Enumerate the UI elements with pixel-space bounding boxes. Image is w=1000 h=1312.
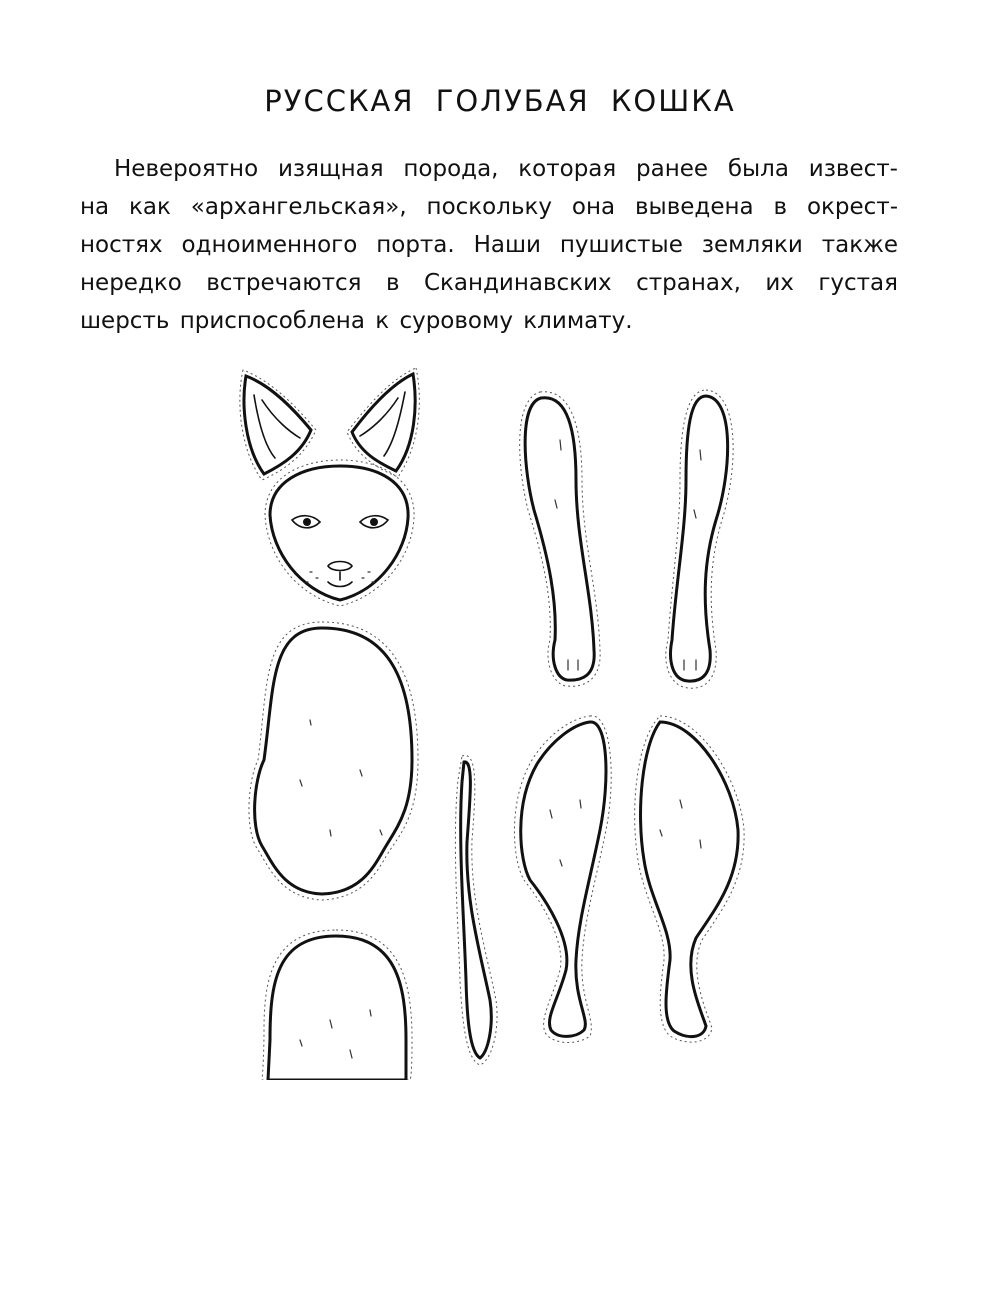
- tail-piece: [455, 755, 497, 1065]
- left-ear-piece: [240, 370, 316, 480]
- paragraph-line: шерсть приспособлена к суровому климату.: [80, 308, 633, 334]
- paragraph-line: ностях одноименного порта. Наши пушистые земляки также: [80, 232, 898, 258]
- cutout-illustration: [0, 360, 1000, 1080]
- upper-body-piece: [249, 622, 418, 900]
- hind-leg-right-piece: [635, 716, 744, 1042]
- right-ear-piece: [347, 368, 419, 477]
- hind-leg-left-piece: [514, 716, 611, 1043]
- paragraph-line: Невероятно изящная порода, которая ранее была извест-: [114, 156, 898, 182]
- page-title: РУССКАЯ ГОЛУБАЯ КОШКА: [264, 84, 736, 118]
- front-leg-right-piece: [666, 390, 733, 688]
- paragraph-line: нередко встречаются в Скандинавских странах, их густая: [80, 270, 898, 296]
- head-piece: [265, 460, 414, 606]
- front-leg-left-piece: [520, 392, 600, 687]
- paragraph-line: на как «архангельская», поскольку она выведена в окрест-: [80, 194, 898, 220]
- description-paragraph: [80, 150, 898, 340]
- lower-body-piece: [262, 930, 412, 1080]
